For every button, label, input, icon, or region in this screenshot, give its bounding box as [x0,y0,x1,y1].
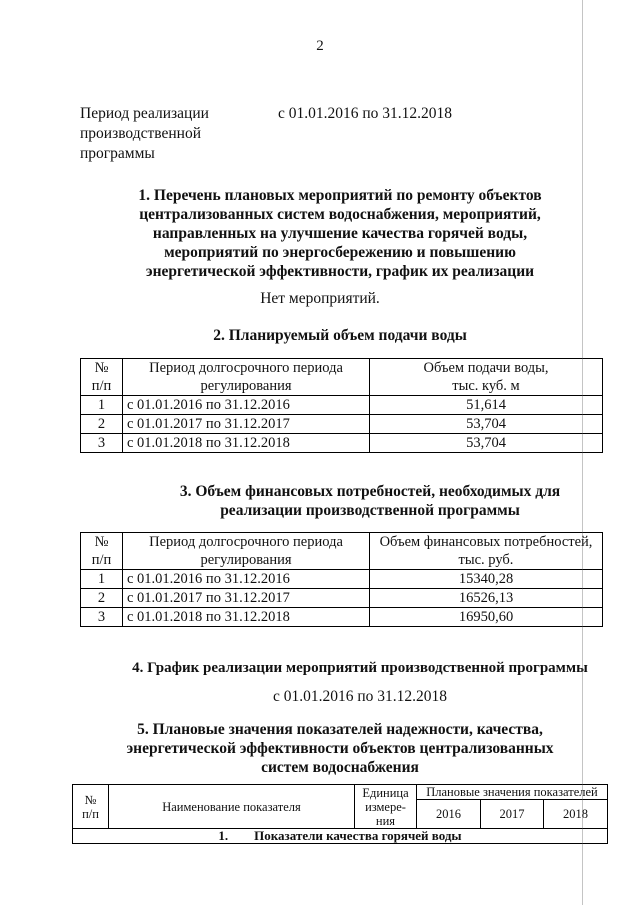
section2-title: 2. Планируемый объем подачи воды [213,327,467,344]
row-value: 51,614 [370,396,603,415]
row-period: с 01.01.2018 по 31.12.2018 [123,608,370,627]
period-label [80,104,209,164]
section1-title-line: энергетической эффективности, график их реализации [145,263,535,280]
scan-line [582,0,583,905]
table-header-row [81,359,603,396]
group-row-num: 1. [218,828,229,843]
section3-title [80,482,640,520]
row-period: с 01.01.2017 по 31.12.2017 [123,589,370,608]
period-value: с 01.01.2016 по 31.12.2018 [278,105,453,122]
header-indicator-name: Наименование показателя [109,785,355,829]
row-num: 2 [81,415,123,434]
section4-period: с 01.01.2016 по 31.12.2018 [272,688,448,705]
table-row [81,434,603,453]
row-num: 3 [81,608,123,627]
row-num: 2 [81,589,123,608]
section5-title-line: систем водоснабжения [261,759,419,776]
header-num: № п/п [81,359,123,396]
row-period: с 01.01.2018 по 31.12.2018 [123,434,370,453]
table-header-row [81,533,603,570]
table-row [81,570,603,589]
header-planned-values: Плановые значения показателей [417,785,608,800]
section3-title-line: реализации производственной программы [220,502,520,519]
header-num: № п/п [81,533,123,570]
row-num: 1 [81,396,123,415]
section5-title [60,720,620,777]
financial-needs-table [80,532,603,627]
section5-title-line: энергетической эффективности объектов централизованных [126,740,554,757]
row-value: 16950,60 [370,608,603,627]
header-unit: Единица измере- ния [355,785,417,829]
table-row [81,589,603,608]
period-label-line: программы [80,145,155,162]
header-period: Период долгосрочного периода регулирования [123,533,370,570]
section3-title-line: 3. Объем финансовых потребностей, необходимых для [179,483,561,500]
row-value: 53,704 [370,415,603,434]
row-period: с 01.01.2016 по 31.12.2016 [123,396,370,415]
period-label-line: Период реализации [80,105,209,122]
section1-title-line: 1. Перечень плановых мероприятий по ремонту объектов [138,187,542,204]
table-header-row [73,785,608,800]
section1-note: Нет мероприятий. [260,290,380,307]
row-num: 1 [81,570,123,589]
row-value: 53,704 [370,434,603,453]
table-row [81,608,603,627]
header-volume: Объем подачи воды, тыс. куб. м [370,359,603,396]
header-num: № п/п [73,785,109,829]
table-row [81,415,603,434]
table-group-row [73,829,608,844]
row-period: с 01.01.2017 по 31.12.2017 [123,415,370,434]
table-row [81,396,603,415]
page-number: 2 [316,38,324,54]
header-amount: Объем финансовых потребностей, тыс. руб. [370,533,603,570]
section5-title-line: 5. Плановые значения показателей надежности, качества, [137,721,543,738]
header-year: 2018 [544,800,608,829]
row-period: с 01.01.2016 по 31.12.2016 [123,570,370,589]
row-value: 15340,28 [370,570,603,589]
indicators-table [72,784,608,844]
group-row-text: Показатели качества горячей воды [254,828,462,843]
section1-title-line: мероприятий по энергосбережению и повышению [164,244,516,261]
water-volume-table [80,358,603,453]
row-num: 3 [81,434,123,453]
group-row-label [73,829,608,844]
header-year: 2016 [417,800,481,829]
period-label-line: производственной [80,125,202,142]
header-period: Период долгосрочного периода регулирования [123,359,370,396]
section1-title [80,186,600,281]
header-year: 2017 [481,800,544,829]
section4-title: 4. График реализации мероприятий производственной программы [132,660,588,676]
section1-title-line: централизованных систем водоснабжения, мероприятий, [139,206,541,223]
section1-title-line: направленных на улучшение качества горячей воды, [152,225,528,242]
row-value: 16526,13 [370,589,603,608]
